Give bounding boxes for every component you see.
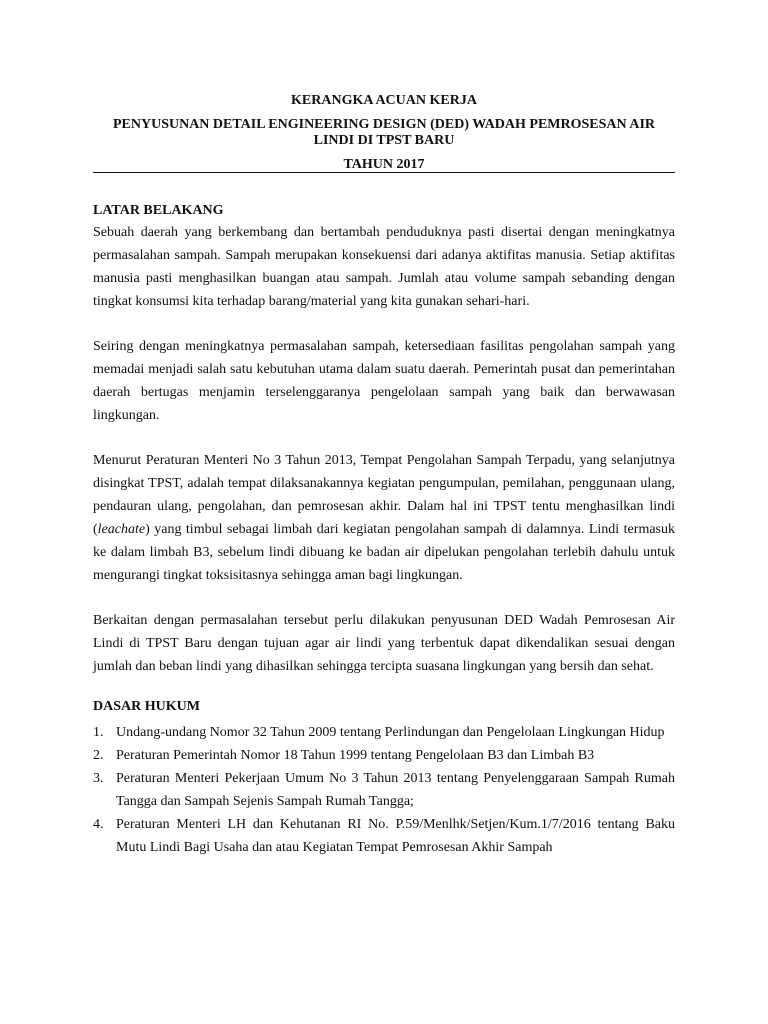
- paragraph-1: Sebuah daerah yang berkembang dan bertambah penduduknya pasti disertai dengan meningkatnya permasalahan sampah. Sampah merupakan konsekuensi dari adanya aktifitas manusia. Setiap aktifitas manusia pasti menghasilkan buangan atau sampah. Jumlah atau volume sampah sebanding dengan tingkat konsumsi kita terhadap barang/material yang kita gunakan sehari-hari.: [93, 225, 675, 309]
- list-item-number: 3.: [93, 771, 104, 786]
- list-item-number: 1.: [93, 725, 104, 740]
- list-item-number: 2.: [93, 748, 104, 763]
- document-subtitle: PENYUSUNAN DETAIL ENGINEERING DESIGN (DED) WADAH PEMROSESAN AIR LINDI DI TPST BARU: [112, 117, 656, 148]
- list-item: [93, 744, 675, 767]
- list-item: [93, 721, 675, 744]
- list-item-text: Peraturan Menteri LH dan Kehutanan RI No. P.59/Menlhk/Setjen/Kum.1/7/2016 tentang Baku Mutu Lindi Bagi Usaha dan atau Kegiatan Tempat Pemrosesan Akhir Sampah: [116, 817, 675, 855]
- paragraph-3-part-b: ) yang timbul sebagai limbah dari kegiatan pengolahan sampah di dalamnya. Lindi termasuk ke dalam limbah B3, sebelum lindi dibuang ke badan air dipelukan pengolahan terlebih dahulu untuk mengurangi tingkat toksisitasnya sehingga aman bagi lingkungan.: [93, 522, 675, 583]
- document-header: [93, 93, 675, 173]
- list-item-text: Peraturan Menteri Pekerjaan Umum No 3 Tahun 2013 tentang Penyelenggaraan Sampah Rumah Tangga dan Sampah Sejenis Sampah Rumah Tangga;: [116, 771, 675, 809]
- document-year: TAHUN 2017: [343, 157, 425, 172]
- document-title: KERANGKA ACUAN KERJA: [291, 93, 477, 108]
- list-item: [93, 813, 675, 859]
- list-item-text: Undang-undang Nomor 32 Tahun 2009 tentang Perlindungan dan Pengelolaan Lingkungan Hidup: [116, 725, 665, 740]
- paragraph-3-italic-term: leachate: [97, 522, 146, 537]
- paragraph-4: Berkaitan dengan permasalahan tersebut perlu dilakukan penyusunan DED Wadah Pemrosesan Air Lindi di TPST Baru dengan tujuan agar air lindi yang terbentuk dapat dikendalikan sesuai dengan jumlah dan beban lindi yang dihasilkan sehingga tercipta suasana lingkungan yang bersih dan sehat.: [93, 613, 675, 674]
- legal-basis-list: [93, 721, 675, 859]
- list-item-text: Peraturan Pemerintah Nomor 18 Tahun 1999 tentang Pengelolaan B3 dan Limbah B3: [116, 748, 595, 763]
- paragraph-3-part-a: Menurut Peraturan Menteri No 3 Tahun 2013, Tempat Pengolahan Sampah Terpadu, yang selanjutnya disingkat TPST, adalah tempat dilaksanakannya kegiatan pengumpulan, pemilahan, penggunaan ulang, pendauran ulang, pengolahan, dan pemrosesan akhir. Dalam hal ini TPST tentu menghasilkan lindi (: [93, 453, 675, 537]
- paragraph-3: [93, 449, 675, 587]
- list-item: [93, 767, 675, 813]
- header-divider: [93, 172, 675, 173]
- list-item-number: 4.: [93, 817, 104, 832]
- section-heading-dasar-hukum: DASAR HUKUM: [93, 699, 200, 714]
- paragraph-spacer: [93, 587, 675, 609]
- document-body: [93, 201, 675, 859]
- paragraph-spacer: [93, 313, 675, 335]
- section-heading-latar-belakang: LATAR BELAKANG: [93, 203, 224, 218]
- paragraph-2: Seiring dengan meningkatnya permasalahan sampah, ketersediaan fasilitas pengolahan sampah yang memadai menjadi salah satu kebutuhan utama dalam suatu daerah. Pemerintah pusat dan pemerintahan daerah bertugas menjamin terselenggaranya pengelolaan sampah yang baik dan berwawasan lingkungan.: [93, 339, 675, 423]
- paragraph-spacer: [93, 427, 675, 449]
